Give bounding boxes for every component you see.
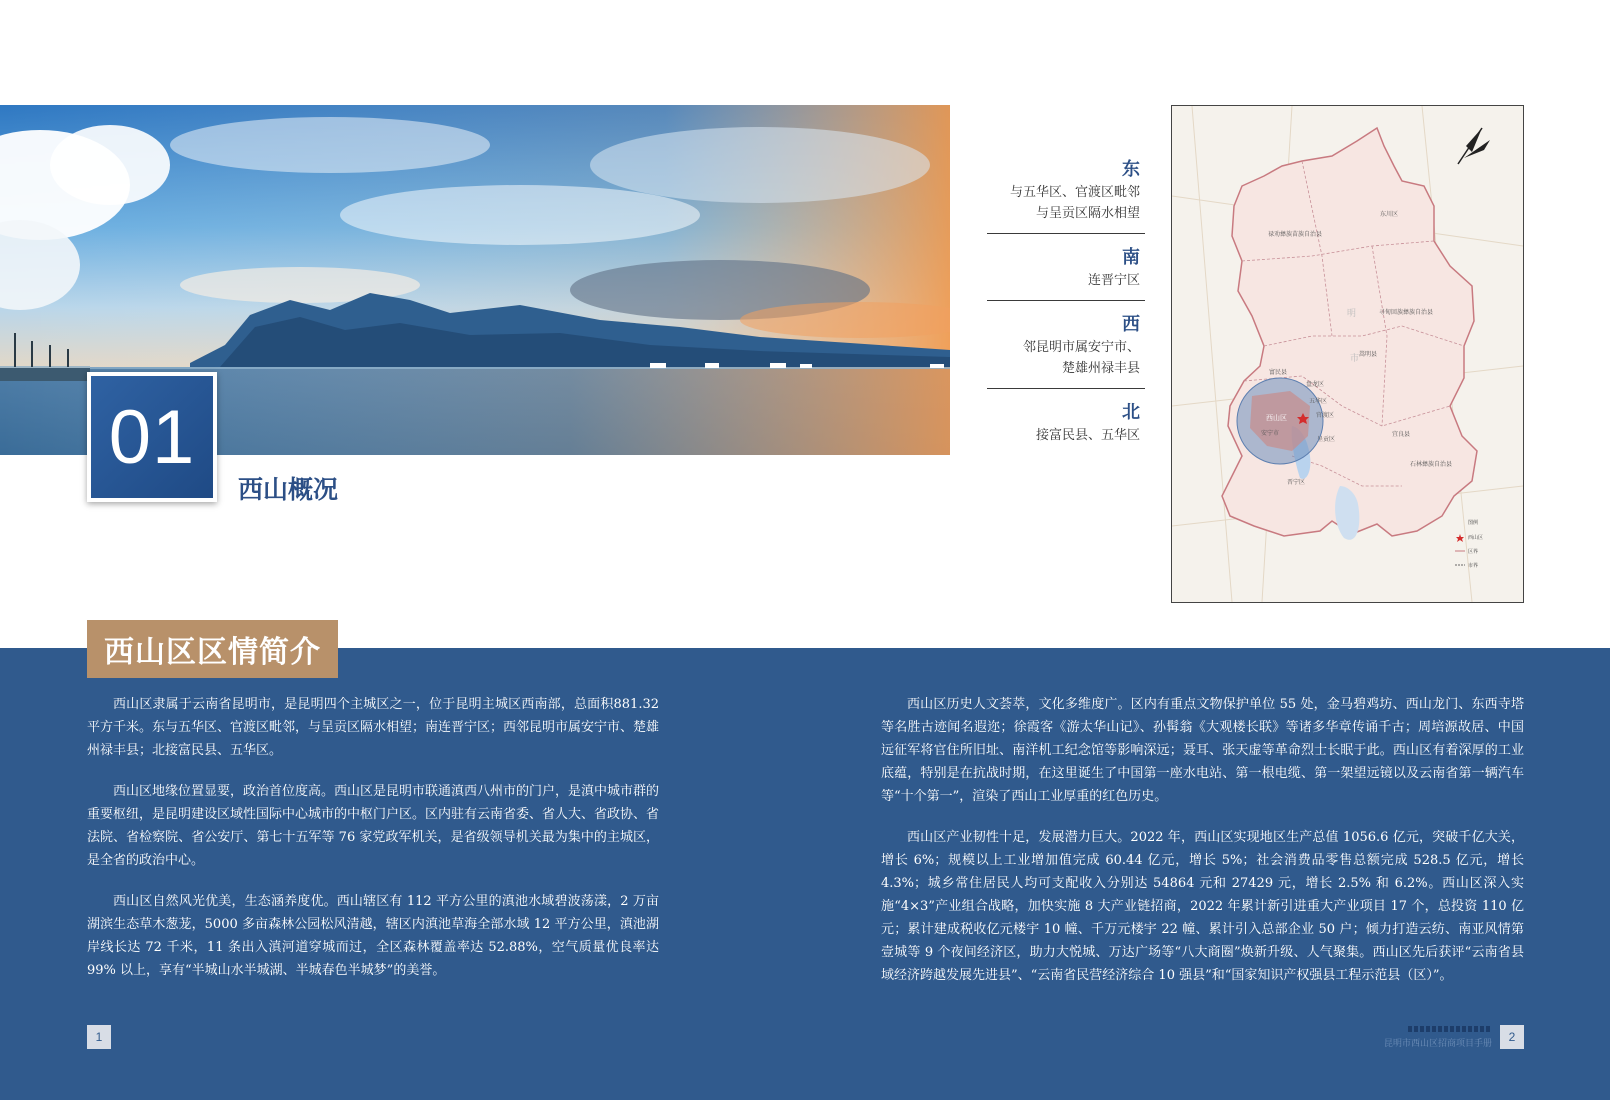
direction-list <box>987 158 1145 467</box>
location-map <box>1171 105 1524 603</box>
map-label: 禄劝彝族苗族自治县 <box>1268 231 1323 238</box>
map-label: 官渡区 <box>1316 412 1335 419</box>
intro-paragraph: 西山区历史人文荟萃，文化多维度广。区内有重点文物保护单位 55 处，金马碧鸡坊、西山龙门、东西寺塔等名胜古迹闻名遐迩；徐霞客《游太华山记》、孙髯翁《大观楼长联》等诸多华章传诵千古；周培源故居、中国远征军将官住所旧址、南洋机工纪念馆等影响深远；聂耳、张天虚等革命烈士长眠于此。西山区有着深厚的工业底蕴，特别是在抗战时期，在这里诞生了中国第一座水电站、第一根电缆、第一架望远镜以及云南省第一辆汽车等“十个第一”，渲染了西山工业厚重的红色历史。 <box>881 697 1524 804</box>
legend-item: 区界 <box>1468 549 1479 555</box>
direction-heading: 北 <box>1122 402 1140 423</box>
legend-title: 图例 <box>1468 520 1479 526</box>
map-label: 盘龙区 <box>1306 381 1325 388</box>
footer-logo-mark <box>1408 1026 1492 1032</box>
direction-south <box>987 246 1145 301</box>
map-label: 嵩明县 <box>1359 351 1378 358</box>
map-label: 石林彝族自治县 <box>1410 461 1453 468</box>
map-highlight-label: 西山区 <box>1266 414 1287 422</box>
map-label: 富民县 <box>1269 369 1288 376</box>
map-label: 五华区 <box>1309 398 1328 405</box>
direction-text: 与五华区、官渡区毗邻 与呈贡区隔水相望 <box>1009 185 1140 221</box>
legend-item: 市界 <box>1468 563 1479 569</box>
map-label: 宜良县 <box>1392 431 1411 438</box>
map-label: 东川区 <box>1380 211 1399 218</box>
direction-east <box>987 158 1145 234</box>
intro-right-column <box>881 693 1524 1005</box>
intro-paragraph: 西山区隶属于云南省昆明市，是昆明四个主城区之一，位于昆明主城区西南部，总面积881.32平方千米。东与五华区、官渡区毗邻，与呈贡区隔水相望；南连晋宁区；西邻昆明市属安宁市、楚雄州禄丰县；北接富民县、五华区。 <box>87 697 660 758</box>
intro-left-column <box>87 693 659 1000</box>
direction-text: 邻昆明市属安宁市、 楚雄州禄丰县 <box>1022 340 1140 376</box>
map-label: 晋宁区 <box>1287 479 1306 486</box>
direction-heading: 东 <box>1122 159 1140 180</box>
direction-west <box>987 313 1145 389</box>
map-label: 市 <box>1350 354 1360 364</box>
intro-paragraph: 西山区自然风光优美，生态涵养度优。西山辖区有 112 平方公里的滇池水域碧波荡漾，2 万亩湖滨生态草木葱茏，5000 多亩森林公园松风清越，辖区内滇池草海全部水域 12 平方公里，滇池湖岸线长达 72 千米，11 条出入滇河道穿城而过，全区森林覆盖率达 52.88%，空气质量优良率达 99% 以上，享有“半城山水半城湖、半城春色半城梦”的美誉。 <box>87 894 659 978</box>
footer-logo-text: 昆明市西山区招商项目手册 <box>1383 1039 1492 1049</box>
direction-heading: 西 <box>1122 314 1140 335</box>
direction-text: 接富民县、五华区 <box>1035 428 1140 443</box>
map-label: 寻甸回族彝族自治县 <box>1379 309 1434 316</box>
map-label: 明 <box>1347 309 1357 319</box>
intro-paragraph: 西山区地缘位置显要，政治首位度高。西山区是昆明市联通滇西八州市的门户，是滇中城市群的重要枢纽，是昆明建设区域性国际中心城市的中枢门户区。区内驻有云南省委、省人大、省政协、省法院、省检察院、省公安厅、第七十五军等 76 家党政军机关，是省级领导机关最为集中的主城区，是全省的政治中心。 <box>87 784 660 868</box>
chapter-title: 西山概况 <box>238 475 339 504</box>
page-number-left: 1 <box>87 1025 111 1049</box>
direction-heading: 南 <box>1122 247 1140 268</box>
direction-text: 连晋宁区 <box>1087 273 1140 288</box>
legend-item: 西山区 <box>1468 535 1484 541</box>
footer-logo <box>1383 1025 1492 1049</box>
intro-title: 西山区区情简介 <box>104 635 321 670</box>
intro-paragraph: 西山区产业韧性十足，发展潜力巨大。2022 年，西山区实现地区生产总值 1056.6 亿元，突破千亿大关，增长 6%；规模以上工业增加值完成 60.44 亿元，增长 5%；社会消费品零售总额完成 528.5 亿元，增长 4.3%；城乡常住居民人均可支配收入分别达 54864 元和 27429 元，增长 2.5% 和 6.2%。西山区深入实施“4×3”产业组合战略，加快实施 8 大产业链招商，2022 年累计新引进重大产业项目 17 个，总投资 110 亿元；累计建成税收亿元楼宇 10 幢、千万元楼宇 22 幢、累计引入总部企业 50 户；倾力打造云纺、南亚风情第壹城等 9 个夜间经济区，助力大悦城、万达广场等“八大商圈”焕新升级、人气聚集。西山区先后获评“云南省县域经济跨越发展先进县”、“云南省民营经济综合 10 强县”和“国家知识产权强县工程示范县（区）”。 <box>881 830 1524 983</box>
chapter-number: 01 <box>108 394 196 480</box>
direction-north <box>987 401 1145 455</box>
page-number-right: 2 <box>1500 1025 1524 1049</box>
map-label: 安宁市 <box>1261 430 1280 437</box>
intro-title-tag <box>87 620 338 678</box>
map-label: 呈贡区 <box>1317 436 1336 443</box>
chapter-number-box <box>87 372 217 502</box>
